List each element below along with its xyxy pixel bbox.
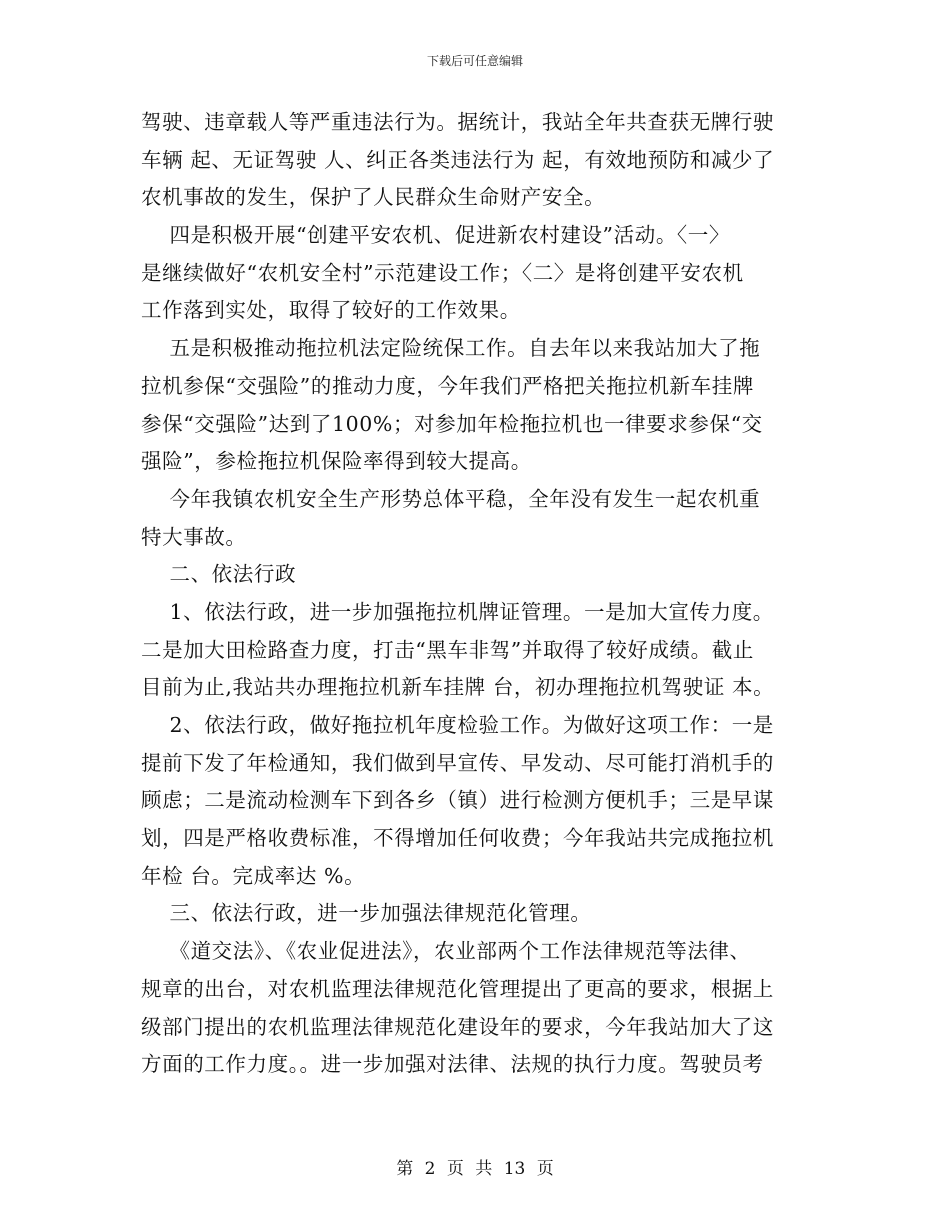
text-line: 1、依法行政，进一步加强拖拉机牌证管理。一是加大宣传力度。 — [141, 599, 774, 624]
page-header: 下载后可任意编辑 — [426, 54, 523, 68]
section-heading: 二、依法行政 — [141, 562, 297, 587]
text-line: 年检 台。完成率达 %。 — [141, 863, 366, 888]
text-line: 四是积极开展“创建平安农机、促进新农村建设”活动。〈一〉 — [141, 223, 730, 248]
text-line: 驾驶、违章载人等严重违法行为。据统计，我站全年共查获无牌行驶 — [141, 110, 774, 134]
text-line: 方面的工作力度。。进一步加强对法律、法规的执行力度。驾驶员考 — [141, 1052, 764, 1077]
text-line: 五是积极推动拖拉机法定险统保工作。自去年以来我站加大了拖 — [141, 336, 761, 361]
text-line: 特大事故。 — [141, 524, 247, 549]
section-heading: 三、依法行政，进一步加强法律规范化管理。 — [141, 901, 592, 926]
text-line: 顾虑；二是流动检测车下到各乡（镇）进行检测方便机手；三是早谋 — [141, 788, 774, 813]
text-line: 拉机参保“交强险”的推动力度，今年我们严格把关拖拉机新车挂牌 — [141, 373, 754, 398]
text-line: 强险”，参检拖拉机保险率得到较大提高。 — [141, 449, 532, 474]
text-line: 工作落到实处，取得了较好的工作效果。 — [141, 298, 521, 323]
text-line: 二是加大田检路查力度，打击“黑车非驾”并取得了较好成绩。截止 — [141, 637, 754, 662]
text-line: 目前为止,我站共办理拖拉机新车挂牌 台，初办理拖拉机驾驶证 本。 — [141, 675, 775, 700]
document-body — [141, 104, 811, 1084]
text-line: 车辆 起、无证驾驶 人、纠正各类违法行为 起，有效地预防和减少了 — [141, 147, 775, 172]
text-line: 划，四是严格收费标准，不得增加任何收费；今年我站共完成拖拉机 — [141, 826, 774, 851]
text-line: 今年我镇农机安全生产形势总体平稳，全年没有发生一起农机重 — [141, 486, 761, 511]
text-line: 参保“交强险”达到了100%；对参加年检拖拉机也一律要求参保“交 — [141, 411, 763, 436]
page-footer: 第 2 页 共 13 页 — [396, 1159, 554, 1179]
text-line: 级部门提出的农机监理法律规范化建设年的要求，今年我站加大了这 — [141, 1014, 774, 1039]
text-line: 《道交法》、《农业促进法》，农业部两个工作法律规范等法律、 — [141, 939, 751, 964]
text-line: 是继续做好“农机安全村”示范建设工作；〈二〉是将创建平安农机 — [141, 260, 744, 285]
text-line: 农机事故的发生，保护了人民群众生命财产安全。 — [141, 185, 606, 210]
text-line: 规章的出台，对农机监理法律规范化管理提出了更高的要求，根据上 — [141, 976, 774, 1001]
text-line: 2、依法行政，做好拖拉机年度检验工作。为做好这项工作：一是 — [141, 713, 774, 737]
text-line: 提前下发了年检通知，我们做到早宣传、早发动、尽可能打消机手的 — [141, 750, 774, 775]
